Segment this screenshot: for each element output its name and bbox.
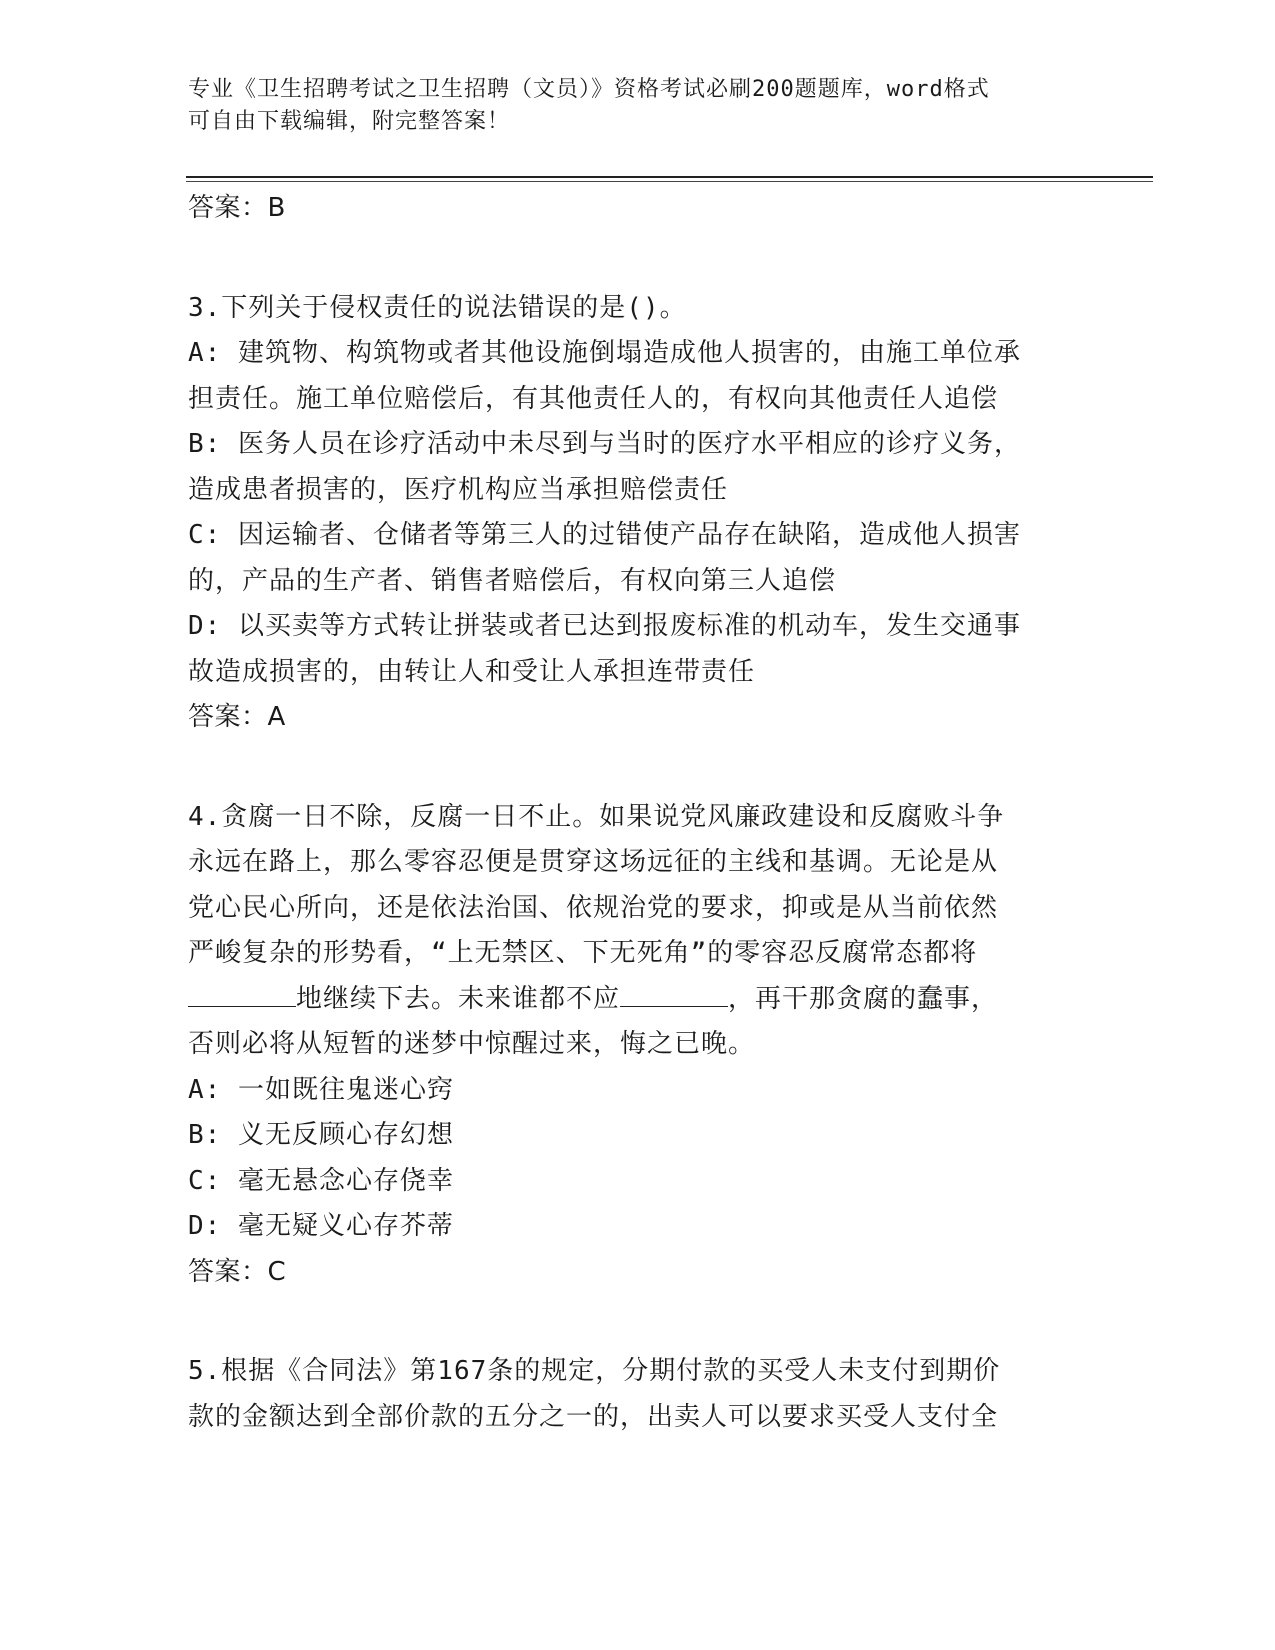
question-4-line-1: 4.贪腐一日不除，反腐一日不止。如果说党风廉政建设和反腐败斗争 bbox=[188, 801, 1005, 832]
paragraph-gap bbox=[188, 741, 1088, 795]
question-4-line-4: 严峻复杂的形势看，“上无禁区、下无死角”的零容忍反腐常态都将 bbox=[188, 938, 978, 968]
question-3-option-b-line-2: 造成患者损害的，医疗机构应当承担赔偿责任 bbox=[188, 474, 729, 505]
question-3-option-a-line-1: A: 建筑物、构筑物或者其他设施倒塌造成他人损害的，由施工单位承 bbox=[188, 338, 1021, 368]
header-line-2: 可自由下载编辑，附完整答案！ bbox=[188, 109, 511, 134]
header-rule-thin bbox=[186, 181, 1153, 182]
question-4-line-5-part-b: ，再干那贪腐的蠢事， bbox=[728, 983, 999, 1014]
question-4 bbox=[188, 795, 1088, 1296]
question-3-option-c-line-1: C: 因运输者、仓储者等第三人的过错使产品存在缺陷，造成他人损害 bbox=[188, 520, 1021, 550]
question-4-option-d: D: 毫无疑义心存芥蒂 bbox=[188, 1211, 454, 1241]
question-3-option-c-line-2: 的，产品的生产者、销售者赔偿后，有权向第三人追偿 bbox=[188, 565, 837, 596]
question-4-line-6: 否则必将从短暂的迷梦中惊醒过来，悔之已晚。 bbox=[188, 1029, 756, 1059]
question-3-option-d-line-1: D: 以买卖等方式转让拼装或者已达到报废标准的机动车，发生交通事 bbox=[188, 611, 1021, 641]
question-3 bbox=[188, 286, 1088, 741]
question-4-line-2: 永远在路上，那么零容忍便是贯穿这场远征的主线和基调。无论是从 bbox=[188, 847, 999, 877]
fill-in-blank-2 bbox=[620, 980, 728, 1007]
question-5 bbox=[188, 1349, 1088, 1440]
fill-in-blank-1 bbox=[188, 980, 296, 1007]
question-4-line-3: 党心民心所向，还是依法治国、依规治党的要求，抑或是从当前依然 bbox=[188, 892, 999, 923]
question-4-option-c: C: 毫无悬念心存侥幸 bbox=[188, 1165, 454, 1196]
paragraph-gap bbox=[188, 232, 1088, 286]
question-5-line-1: 5.根据《合同法》第167条的规定，分期付款的买受人未支付到期价 bbox=[188, 1356, 1001, 1386]
question-3-option-b-line-1: B: 医务人员在诊疗活动中未尽到与当时的医疗水平相应的诊疗义务， bbox=[188, 429, 1021, 459]
answer-q4: 答案：C bbox=[188, 1256, 287, 1287]
question-3-stem: 3.下列关于侵权责任的说法错误的是()。 bbox=[188, 292, 687, 323]
question-4-option-b: B: 义无反顾心存幻想 bbox=[188, 1120, 454, 1150]
question-4-line-5-part-a: 地继续下去。未来谁都不应 bbox=[296, 983, 621, 1014]
header-rule-thick bbox=[186, 176, 1153, 178]
paragraph-gap bbox=[188, 1295, 1088, 1349]
document-body bbox=[188, 186, 1088, 1440]
question-4-line-5 bbox=[188, 977, 1088, 1023]
question-3-option-a-line-2: 担责任。施工单位赔偿后，有其他责任人的，有权向其他责任人追偿 bbox=[188, 383, 999, 414]
answer-q3: 答案：A bbox=[188, 702, 286, 732]
question-3-option-d-line-2: 故造成损害的，由转让人和受让人承担连带责任 bbox=[188, 656, 756, 687]
question-5-line-2: 款的金额达到全部价款的五分之一的，出卖人可以要求买受人支付全 bbox=[188, 1401, 999, 1432]
question-4-option-a: A: 一如既往鬼迷心窍 bbox=[188, 1074, 454, 1105]
header-line-1: 专业《卫生招聘考试之卫生招聘（文员）》资格考试必刷200题题库，word格式 bbox=[188, 77, 990, 102]
answer-q2: 答案：B bbox=[188, 193, 286, 223]
page-header bbox=[188, 74, 1068, 138]
